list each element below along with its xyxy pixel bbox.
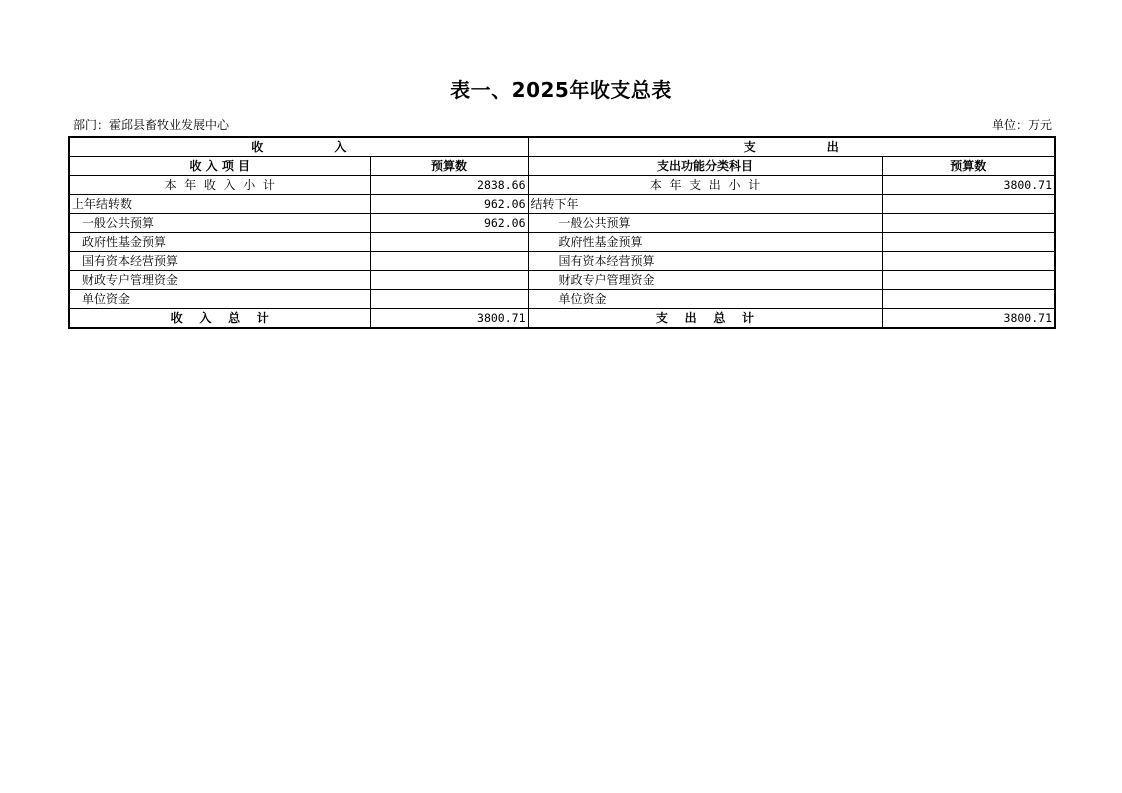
- income-label: 财政专户管理资金: [69, 271, 370, 290]
- income-value: 962.06: [370, 195, 528, 214]
- income-label: 单位资金: [69, 290, 370, 309]
- expense-label: 本 年 支 出 小 计: [528, 176, 882, 195]
- expense-item-header: 支出功能分类科目: [528, 157, 882, 176]
- income-label: 一般公共预算: [69, 214, 370, 233]
- expense-budget-header: 预算数: [882, 157, 1055, 176]
- income-value: [370, 290, 528, 309]
- income-label: 本 年 收 入 小 计: [69, 176, 370, 195]
- expense-label: 单位资金: [528, 290, 882, 309]
- budget-summary-table: [68, 136, 1056, 329]
- income-value: 962.06: [370, 214, 528, 233]
- table-row: [69, 176, 1055, 195]
- income-value: [370, 233, 528, 252]
- totals-row: [69, 309, 1055, 329]
- expense-label: 一般公共预算: [528, 214, 882, 233]
- table-row: [69, 233, 1055, 252]
- expense-value: [882, 195, 1055, 214]
- income-section-header: 收 入: [69, 137, 528, 157]
- income-label: 国有资本经营预算: [69, 252, 370, 271]
- page-title: 表一、2025年收支总表: [450, 78, 672, 102]
- table-row: [69, 252, 1055, 271]
- expense-total-label: 支 出 总 计: [528, 309, 882, 329]
- column-header-row: [69, 157, 1055, 176]
- expense-value: [882, 252, 1055, 271]
- expense-value: [882, 233, 1055, 252]
- income-budget-header: 预算数: [370, 157, 528, 176]
- table-row: [69, 195, 1055, 214]
- income-item-header: 收 入 项 目: [69, 157, 370, 176]
- table-row: [69, 290, 1055, 309]
- expense-total-value: 3800.71: [882, 309, 1055, 329]
- expense-value: [882, 214, 1055, 233]
- income-value: 2838.66: [370, 176, 528, 195]
- expense-label: 国有资本经营预算: [528, 252, 882, 271]
- income-total-label: 收 入 总 计: [69, 309, 370, 329]
- table-row: [69, 271, 1055, 290]
- section-header-row: [69, 137, 1055, 157]
- table-row: [69, 214, 1055, 233]
- department-label: 部门：霍邱县畜牧业发展中心: [73, 118, 230, 132]
- expense-label: 结转下年: [528, 195, 882, 214]
- income-value: [370, 252, 528, 271]
- income-value: [370, 271, 528, 290]
- unit-label: 单位：万元: [991, 118, 1052, 132]
- expense-label: 财政专户管理资金: [528, 271, 882, 290]
- expense-section-header: 支 出: [528, 137, 1055, 157]
- income-total-value: 3800.71: [370, 309, 528, 329]
- income-label: 上年结转数: [69, 195, 370, 214]
- expense-value: [882, 271, 1055, 290]
- expense-value: 3800.71: [882, 176, 1055, 195]
- expense-value: [882, 290, 1055, 309]
- expense-label: 政府性基金预算: [528, 233, 882, 252]
- income-label: 政府性基金预算: [69, 233, 370, 252]
